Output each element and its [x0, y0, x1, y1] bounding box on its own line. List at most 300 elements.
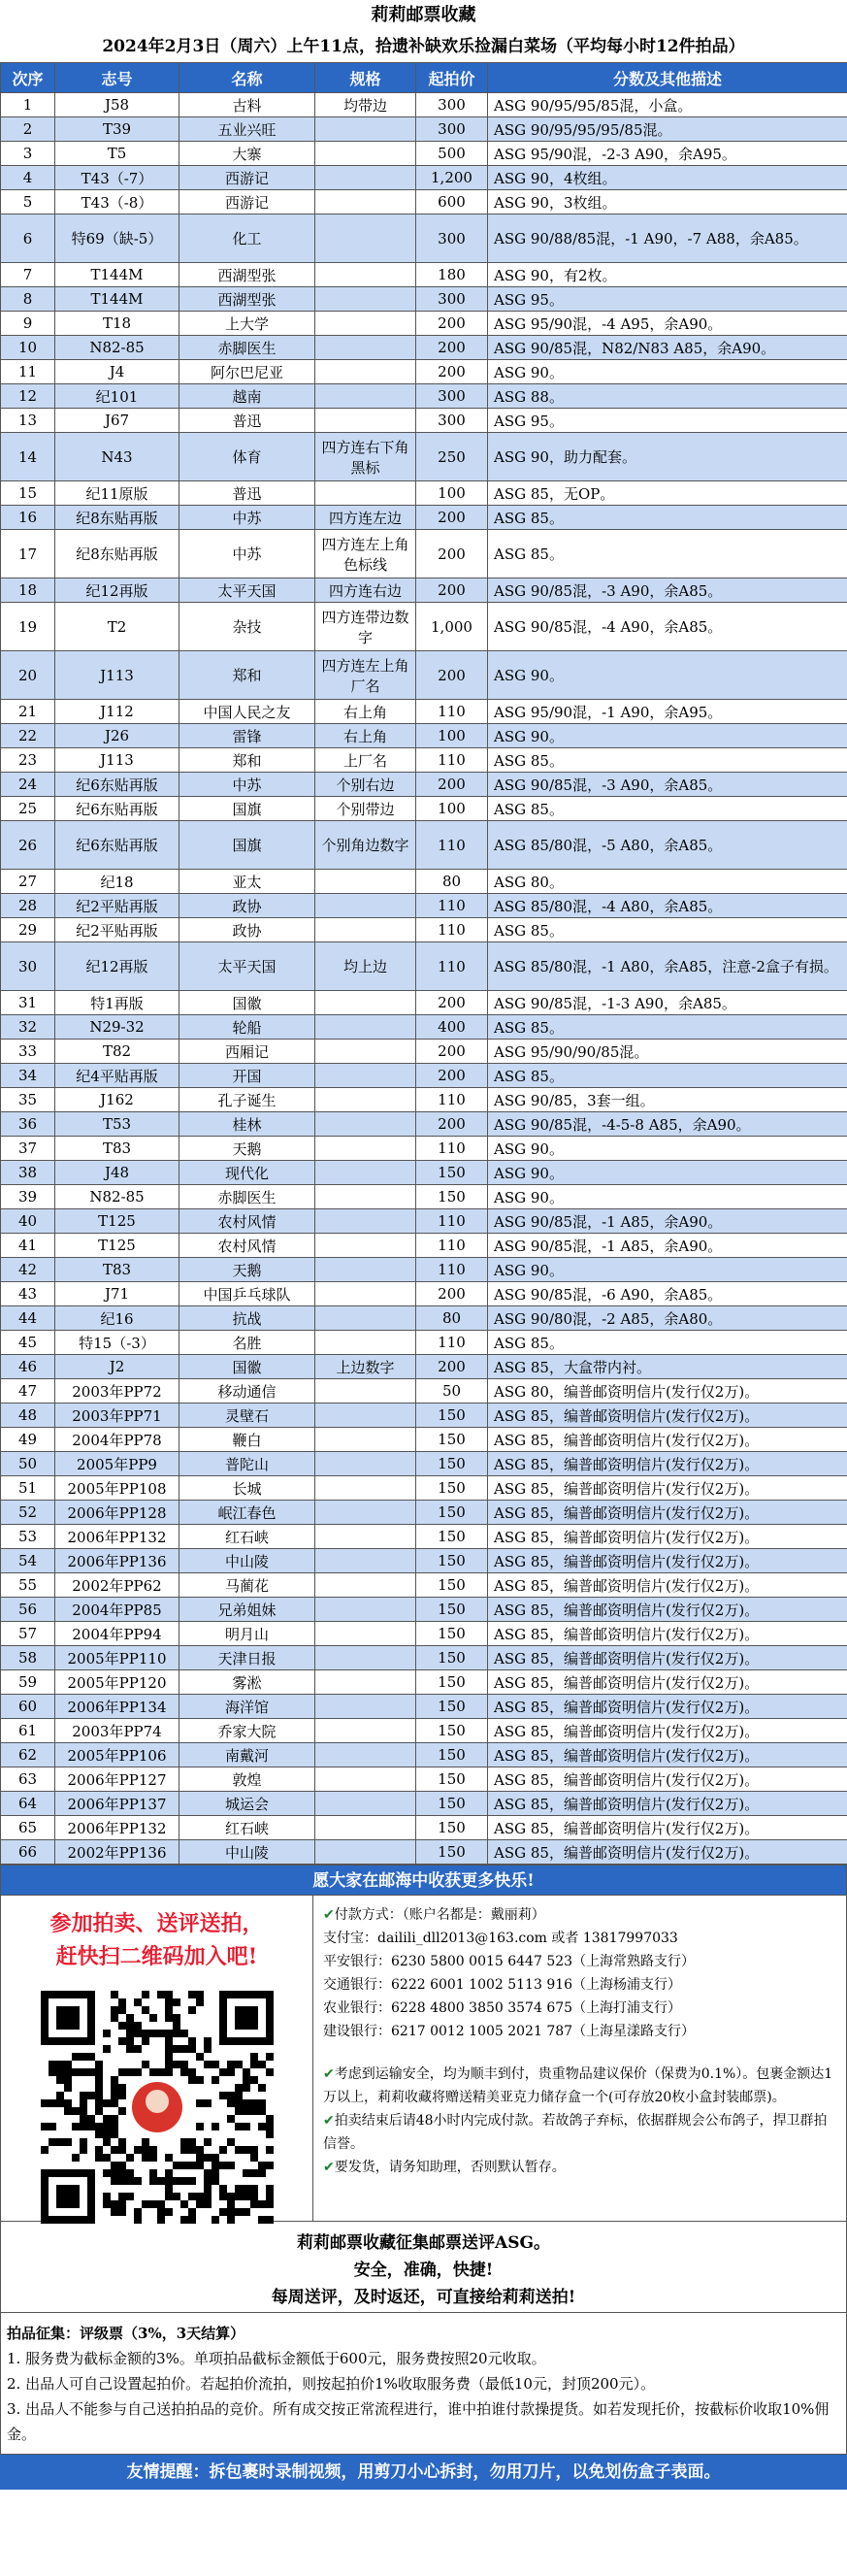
lot-index: 45	[1, 1331, 55, 1355]
lot-index: 27	[1, 870, 55, 894]
lot-name: 孔子诞生	[179, 1088, 315, 1112]
lot-code: 纪16	[55, 1306, 179, 1331]
lot-code: 纪12再版	[55, 942, 179, 991]
lot-name: 赤脚医生	[179, 1185, 315, 1209]
lots-table	[0, 62, 847, 1865]
lot-desc: ASG 90/85混，-4 A90，余A85。	[488, 603, 847, 651]
lot-name: 桂林	[179, 1112, 315, 1137]
lot-index: 15	[1, 481, 55, 506]
lot-name: 赤脚医生	[179, 336, 315, 360]
table-row	[1, 1185, 847, 1209]
lot-spec	[315, 1258, 416, 1282]
lot-spec	[315, 336, 416, 360]
lot-name: 大寨	[179, 142, 315, 166]
lot-code: T125	[55, 1234, 179, 1258]
lot-spec: 均上边	[315, 942, 416, 991]
lot-desc: ASG 90/88/85混，-1 A90，-7 A88，余A85。	[488, 215, 847, 263]
lot-price: 110	[416, 918, 488, 942]
lot-price: 300	[416, 93, 488, 117]
bank-line-2: 交通银行：6222 6001 1002 5113 916（上海杨浦支行）	[323, 1977, 682, 1993]
table-row	[1, 530, 847, 578]
table-row	[1, 1525, 847, 1549]
lot-index: 35	[1, 1088, 55, 1112]
table-row	[1, 578, 847, 603]
lot-spec	[315, 1185, 416, 1209]
table-row	[1, 117, 847, 142]
lot-price: 200	[416, 651, 488, 700]
lot-code: J113	[55, 748, 179, 773]
lot-index: 61	[1, 1719, 55, 1743]
lot-name: 西游记	[179, 190, 315, 215]
note-delivery: 要发货，请务知助理，否则默认暂存。	[334, 2160, 566, 2175]
lot-price: 150	[416, 1646, 488, 1670]
lot-desc: ASG 85，编普邮资明信片(发行仅2万)。	[488, 1598, 847, 1622]
lot-desc: ASG 85，编普邮资明信片(发行仅2万)。	[488, 1767, 847, 1792]
lot-index: 58	[1, 1646, 55, 1670]
lot-desc: ASG 85，编普邮资明信片(发行仅2万)。	[488, 1404, 847, 1428]
table-row	[1, 215, 847, 263]
lot-index: 4	[1, 166, 55, 190]
lot-spec: 个别角边数字	[315, 821, 416, 870]
lot-desc: ASG 95/90混，-1 A90，余A95。	[488, 700, 847, 724]
table-header-row	[1, 63, 847, 93]
lot-name: 鞭白	[179, 1428, 315, 1452]
lot-name: 政协	[179, 894, 315, 918]
check-icon: ✔	[323, 2066, 335, 2082]
bank-line-1: 平安银行：6230 5800 0015 6447 523（上海常熟路支行）	[323, 1954, 696, 1969]
lot-index: 3	[1, 142, 55, 166]
lot-code: 2006年PP127	[55, 1767, 179, 1792]
lot-name: 海洋馆	[179, 1695, 315, 1719]
table-row	[1, 287, 847, 312]
lot-desc: ASG 90/85混，-1-3 A90，余A85。	[488, 991, 847, 1015]
lot-spec	[315, 1646, 416, 1670]
lot-spec: 四方连左边	[315, 506, 416, 530]
table-row	[1, 797, 847, 821]
lot-index: 43	[1, 1282, 55, 1306]
lot-desc: ASG 90。	[488, 724, 847, 748]
lot-spec	[315, 1598, 416, 1622]
table-row	[1, 603, 847, 651]
lot-price: 80	[416, 870, 488, 894]
lot-desc: ASG 90/85混，-3 A90，余A85。	[488, 578, 847, 603]
lot-price: 100	[416, 481, 488, 506]
lot-desc: ASG 85，编普邮资明信片(发行仅2万)。	[488, 1670, 847, 1695]
lot-code: J48	[55, 1161, 179, 1185]
lot-spec	[315, 287, 416, 312]
rules-section	[0, 2313, 847, 2455]
lot-desc: ASG 80，编普邮资明信片(发行仅2万)。	[488, 1379, 847, 1404]
table-row	[1, 1355, 847, 1379]
lot-code: 纪11原版	[55, 481, 179, 506]
lot-spec	[315, 481, 416, 506]
lot-index: 23	[1, 748, 55, 773]
table-row	[1, 263, 847, 287]
lot-spec: 个别带边	[315, 797, 416, 821]
lot-desc: ASG 90/85混，-6 A90，余A85。	[488, 1282, 847, 1306]
lot-desc: ASG 85，编普邮资明信片(发行仅2万)。	[488, 1501, 847, 1525]
lot-spec	[315, 409, 416, 433]
lot-price: 300	[416, 409, 488, 433]
lot-code: 2006年PP134	[55, 1695, 179, 1719]
lot-code: T5	[55, 142, 179, 166]
lot-name: 中山陵	[179, 1840, 315, 1865]
lot-desc: ASG 90/85混，N82/N83 A85，余A90。	[488, 336, 847, 360]
lot-desc: ASG 85。	[488, 918, 847, 942]
lot-index: 6	[1, 215, 55, 263]
lot-index: 18	[1, 578, 55, 603]
lot-spec: 个别右边	[315, 773, 416, 797]
lot-spec	[315, 1379, 416, 1404]
lot-index: 8	[1, 287, 55, 312]
table-row	[1, 1112, 847, 1137]
lot-desc: ASG 90/85混，-1 A85，余A90。	[488, 1209, 847, 1234]
lot-index: 32	[1, 1015, 55, 1040]
lot-code: T144M	[55, 263, 179, 287]
lot-index: 1	[1, 93, 55, 117]
lot-spec: 右上角	[315, 700, 416, 724]
lot-spec	[315, 1112, 416, 1137]
lot-index: 47	[1, 1379, 55, 1404]
lot-price: 150	[416, 1695, 488, 1719]
table-row	[1, 1137, 847, 1161]
lot-index: 16	[1, 506, 55, 530]
lot-index: 31	[1, 991, 55, 1015]
lot-price: 200	[416, 1282, 488, 1306]
table-row	[1, 748, 847, 773]
lot-name: 国徽	[179, 991, 315, 1015]
lot-spec	[315, 117, 416, 142]
lot-price: 200	[416, 312, 488, 336]
lot-name: 灵壁石	[179, 1404, 315, 1428]
lot-name: 名胜	[179, 1331, 315, 1355]
lot-name: 越南	[179, 384, 315, 409]
table-row	[1, 1598, 847, 1622]
lot-index: 24	[1, 773, 55, 797]
lot-desc: ASG 85，编普邮资明信片(发行仅2万)。	[488, 1573, 847, 1598]
lot-price: 200	[416, 336, 488, 360]
lot-code: J26	[55, 724, 179, 748]
lot-spec	[315, 1525, 416, 1549]
lot-code: 2004年PP85	[55, 1598, 179, 1622]
lot-price: 150	[416, 1792, 488, 1816]
lot-price: 110	[416, 748, 488, 773]
lot-price: 110	[416, 894, 488, 918]
lot-index: 22	[1, 724, 55, 748]
lot-spec	[315, 1404, 416, 1428]
lot-spec	[315, 1306, 416, 1331]
lot-desc: ASG 90，有2枚。	[488, 263, 847, 287]
lot-desc: ASG 85，编普邮资明信片(发行仅2万)。	[488, 1646, 847, 1670]
lot-price: 200	[416, 773, 488, 797]
table-row	[1, 1040, 847, 1064]
lot-code: 2005年PP120	[55, 1670, 179, 1695]
lot-desc: ASG 90/80混，-2 A85，余A80。	[488, 1306, 847, 1331]
lot-price: 300	[416, 287, 488, 312]
rule-item-3: 3. 出品人不能参与自己送拍拍品的竞价。所有成交按正常流程进行，谁中拍谁付款操提货。如若发现托价，按截标价收取10%佣金。	[7, 2400, 830, 2443]
lot-name: 杂技	[179, 603, 315, 651]
lot-name: 化工	[179, 215, 315, 263]
lot-price: 150	[416, 1816, 488, 1840]
lot-code: 2002年PP62	[55, 1573, 179, 1598]
lot-spec	[315, 1476, 416, 1501]
table-row	[1, 700, 847, 724]
lot-name: 古料	[179, 93, 315, 117]
lot-price: 110	[416, 700, 488, 724]
lot-code: J2	[55, 1355, 179, 1379]
lot-index: 66	[1, 1840, 55, 1865]
lot-name: 国旗	[179, 797, 315, 821]
table-row	[1, 166, 847, 190]
page-subtitle: 2024年2月3日（周六）上午11点，拾遗补缺欢乐捡漏白菜场（平均每小时12件拍品）	[102, 37, 745, 56]
lot-price: 150	[416, 1573, 488, 1598]
lot-desc: ASG 90/85，3套一组。	[488, 1088, 847, 1112]
lot-name: 西湖型张	[179, 263, 315, 287]
lot-name: 郑和	[179, 748, 315, 773]
lot-desc: ASG 90。	[488, 1258, 847, 1282]
lot-name: 五业兴旺	[179, 117, 315, 142]
table-row	[1, 312, 847, 336]
table-row	[1, 821, 847, 870]
lot-index: 25	[1, 797, 55, 821]
rule-item-2: 2. 出品人可自己设置起拍价。若起拍价流拍，则按起拍价1%收取服务费（最低10元，封顶200元）。	[7, 2375, 656, 2393]
lot-spec	[315, 1743, 416, 1767]
lot-index: 9	[1, 312, 55, 336]
lot-desc: ASG 85。	[488, 506, 847, 530]
slogan-line-2: 安全，准确，快捷!	[353, 2261, 494, 2280]
lot-desc: ASG 90/85混，-4-5-8 A85，余A90。	[488, 1112, 847, 1137]
table-row	[1, 942, 847, 991]
lot-code: 纪8东贴再版	[55, 506, 179, 530]
table-row	[1, 336, 847, 360]
lot-price: 150	[416, 1840, 488, 1865]
table-row	[1, 773, 847, 797]
qr-code[interactable]	[41, 1991, 274, 2224]
lot-name: 轮船	[179, 1015, 315, 1040]
table-row	[1, 1840, 847, 1865]
lot-desc: ASG 85，编普邮资明信片(发行仅2万)。	[488, 1549, 847, 1573]
lot-name: 天鹅	[179, 1258, 315, 1282]
lot-code: J112	[55, 700, 179, 724]
lot-price: 150	[416, 1428, 488, 1452]
lot-code: 2004年PP94	[55, 1622, 179, 1646]
lot-price: 250	[416, 433, 488, 481]
table-row	[1, 1234, 847, 1258]
lot-desc: ASG 90/95/95/95/85混。	[488, 117, 847, 142]
lot-code: 纪6东贴再版	[55, 797, 179, 821]
lot-name: 开国	[179, 1064, 315, 1088]
slogan-line-3: 每周送评，及时返还，可直接给莉莉送拍!	[271, 2288, 576, 2307]
lot-price: 150	[416, 1549, 488, 1573]
lot-index: 49	[1, 1428, 55, 1452]
lot-code: N82-85	[55, 1185, 179, 1209]
lot-name: 亚太	[179, 870, 315, 894]
lot-spec	[315, 263, 416, 287]
table-row	[1, 384, 847, 409]
lot-desc: ASG 90，助力配套。	[488, 433, 847, 481]
lot-desc: ASG 85，编普邮资明信片(发行仅2万)。	[488, 1816, 847, 1840]
column-header-desc: 分数及其他描述	[488, 63, 847, 93]
lot-spec	[315, 1695, 416, 1719]
lot-index: 28	[1, 894, 55, 918]
lot-code: T18	[55, 312, 179, 336]
table-row	[1, 1379, 847, 1404]
lot-name: 红石峡	[179, 1525, 315, 1549]
lot-desc: ASG 85。	[488, 748, 847, 773]
lot-code: N43	[55, 433, 179, 481]
lot-code: 2003年PP72	[55, 1379, 179, 1404]
lot-price: 400	[416, 1015, 488, 1040]
lot-spec	[315, 1792, 416, 1816]
lot-index: 11	[1, 360, 55, 384]
lot-desc: ASG 95/90混，-4 A95，余A90。	[488, 312, 847, 336]
lot-name: 兄弟姐妹	[179, 1598, 315, 1622]
lot-price: 1,200	[416, 166, 488, 190]
lot-price: 150	[416, 1185, 488, 1209]
lot-name: 天津日报	[179, 1646, 315, 1670]
lot-code: 纪18	[55, 870, 179, 894]
check-icon: ✔	[323, 1907, 335, 1923]
table-row	[1, 1549, 847, 1573]
lot-price: 200	[416, 578, 488, 603]
table-row	[1, 1088, 847, 1112]
table-row	[1, 1015, 847, 1040]
lot-code: J71	[55, 1282, 179, 1306]
lot-index: 38	[1, 1161, 55, 1185]
lot-name: 上大学	[179, 312, 315, 336]
lot-price: 180	[416, 263, 488, 287]
lot-price: 150	[416, 1161, 488, 1185]
lot-index: 51	[1, 1476, 55, 1501]
lot-spec	[315, 894, 416, 918]
lot-spec	[315, 1015, 416, 1040]
lot-code: 特1再版	[55, 991, 179, 1015]
lot-name: 中山陵	[179, 1549, 315, 1573]
lot-desc: ASG 85，编普邮资明信片(发行仅2万)。	[488, 1840, 847, 1865]
lot-spec	[315, 1452, 416, 1476]
lot-index: 55	[1, 1573, 55, 1598]
qr-code-icon	[41, 1991, 274, 2224]
table-row	[1, 1695, 847, 1719]
lot-code: 2002年PP136	[55, 1840, 179, 1865]
lot-name: 中苏	[179, 506, 315, 530]
lot-name: 农村风情	[179, 1209, 315, 1234]
lot-desc: ASG 90/95/95/85混，小盒。	[488, 93, 847, 117]
lot-index: 10	[1, 336, 55, 360]
lot-index: 56	[1, 1598, 55, 1622]
lot-spec	[315, 1209, 416, 1234]
lot-price: 1,000	[416, 603, 488, 651]
lot-spec	[315, 166, 416, 190]
lot-name: 普陀山	[179, 1452, 315, 1476]
lot-desc: ASG 85，编普邮资明信片(发行仅2万)。	[488, 1428, 847, 1452]
lot-price: 150	[416, 1670, 488, 1695]
lot-code: 纪101	[55, 384, 179, 409]
table-row	[1, 360, 847, 384]
lot-price: 110	[416, 1234, 488, 1258]
lot-spec	[315, 1282, 416, 1306]
lot-spec	[315, 360, 416, 384]
lot-price: 500	[416, 142, 488, 166]
table-row	[1, 1743, 847, 1767]
lot-desc: ASG 80。	[488, 870, 847, 894]
lot-index: 46	[1, 1355, 55, 1379]
lot-name: 现代化	[179, 1161, 315, 1185]
lot-name: 抗战	[179, 1306, 315, 1331]
lot-desc: ASG 90。	[488, 1185, 847, 1209]
lot-desc: ASG 90/85混，-3 A90，余A85。	[488, 773, 847, 797]
lot-spec: 四方连带边数字	[315, 603, 416, 651]
page-title: 莉莉邮票收藏	[371, 5, 476, 25]
lot-name: 乔家大院	[179, 1719, 315, 1743]
lot-desc: ASG 95。	[488, 287, 847, 312]
lot-spec	[315, 918, 416, 942]
table-row	[1, 1767, 847, 1792]
lot-price: 150	[416, 1622, 488, 1646]
lot-spec	[315, 1161, 416, 1185]
lot-spec	[315, 1040, 416, 1064]
lot-index: 29	[1, 918, 55, 942]
lot-index: 41	[1, 1234, 55, 1258]
lot-code: 2006年PP128	[55, 1501, 179, 1525]
lot-price: 600	[416, 190, 488, 215]
promo-line-1: 参加拍卖、送评送拍，	[49, 1911, 264, 1936]
table-row	[1, 506, 847, 530]
lot-code: 2003年PP71	[55, 1404, 179, 1428]
note-payment: 拍卖结束后请48小时内完成付款。若故鸽子弃标，依据群规会公布鸽子，捍卫群拍信誉。	[323, 2113, 828, 2152]
lot-name: 雷锋	[179, 724, 315, 748]
lot-index: 60	[1, 1695, 55, 1719]
lot-code: T125	[55, 1209, 179, 1234]
column-header-code: 志号	[55, 63, 179, 93]
lot-spec	[315, 870, 416, 894]
lot-spec	[315, 991, 416, 1015]
lot-desc: ASG 85，大盒带内衬。	[488, 1355, 847, 1379]
lot-price: 300	[416, 117, 488, 142]
table-row	[1, 724, 847, 748]
table-row	[1, 1428, 847, 1452]
lot-index: 17	[1, 530, 55, 578]
rules-heading: 拍品征集：评级票（3%，3天结算）	[7, 2325, 245, 2342]
lot-name: 马蔺花	[179, 1573, 315, 1598]
lot-code: T2	[55, 603, 179, 651]
lot-desc: ASG 85，编普邮资明信片(发行仅2万)。	[488, 1452, 847, 1476]
bank-line-3: 农业银行：6228 4800 3850 3574 675（上海打浦支行）	[323, 2000, 682, 2016]
lot-name: 国徽	[179, 1355, 315, 1379]
table-row	[1, 991, 847, 1015]
lot-index: 39	[1, 1185, 55, 1209]
lot-name: 郑和	[179, 651, 315, 700]
lot-price: 150	[416, 1404, 488, 1428]
lot-code: 2006年PP132	[55, 1816, 179, 1840]
lot-index: 14	[1, 433, 55, 481]
lot-name: 移动通信	[179, 1379, 315, 1404]
lot-name: 西厢记	[179, 1040, 315, 1064]
column-header-name: 名称	[179, 63, 315, 93]
lot-desc: ASG 90。	[488, 1137, 847, 1161]
lot-price: 200	[416, 360, 488, 384]
lot-price: 110	[416, 1258, 488, 1282]
lot-desc: ASG 85。	[488, 797, 847, 821]
lot-spec	[315, 215, 416, 263]
lot-index: 36	[1, 1112, 55, 1137]
lot-price: 80	[416, 1306, 488, 1331]
lot-name: 体育	[179, 433, 315, 481]
lot-price: 110	[416, 821, 488, 870]
lot-code: J58	[55, 93, 179, 117]
table-row	[1, 1306, 847, 1331]
lot-price: 150	[416, 1452, 488, 1476]
